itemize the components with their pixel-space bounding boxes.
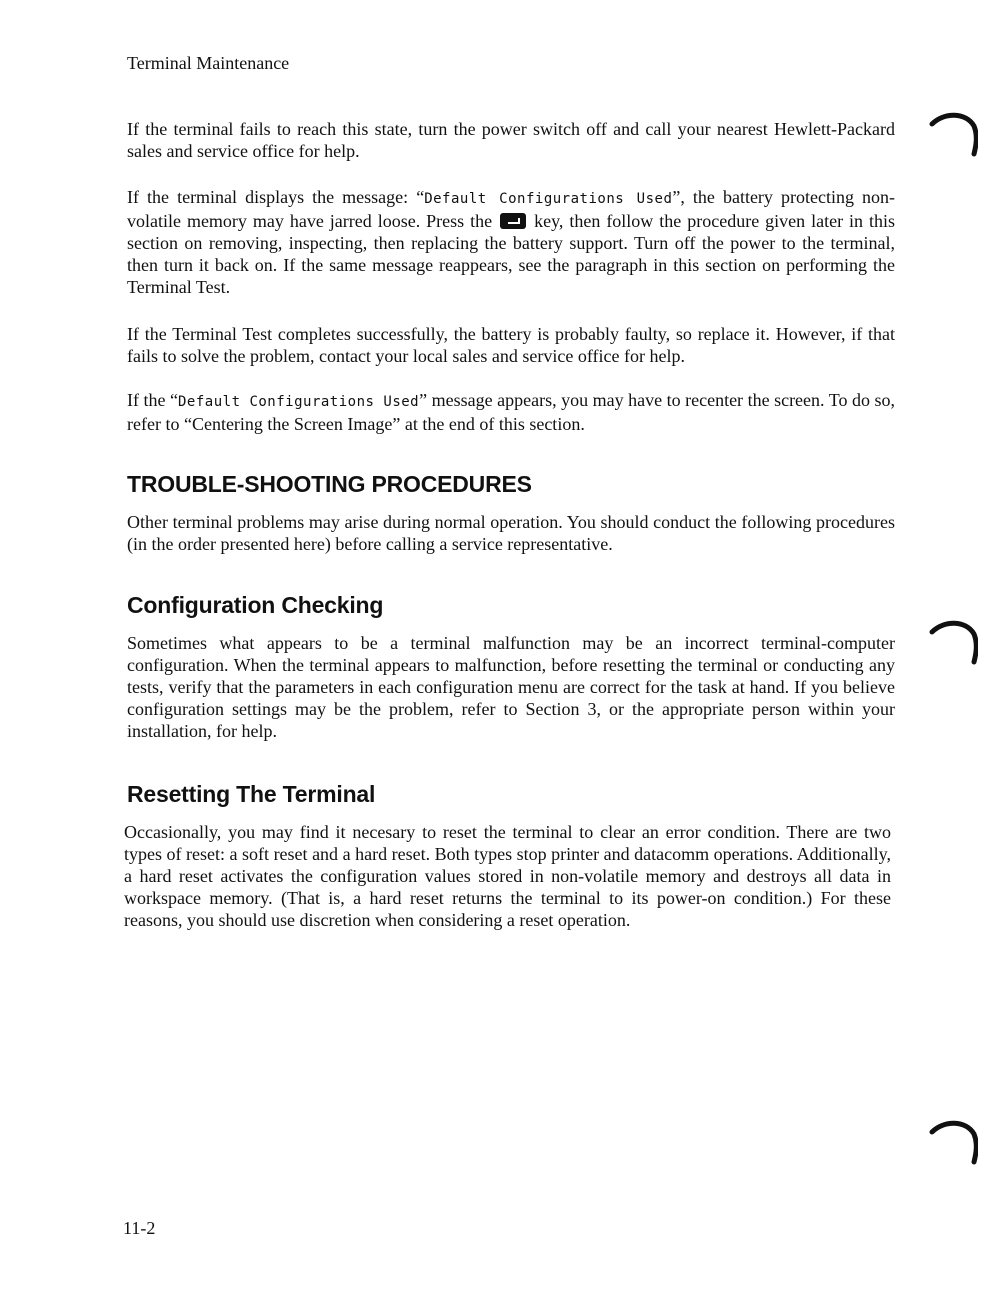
heading-troubleshooting: TROUBLE-SHOOTING PROCEDURES xyxy=(127,471,532,497)
running-header: Terminal Maintenance xyxy=(127,53,290,73)
binder-hole-mark xyxy=(928,106,978,162)
text: If the “ xyxy=(127,390,178,410)
text: key, then follow the procedure given later in this section on removing, inspecting, then replacing the battery support. Turn off the power to the terminal, then turn it back on. If the same message reappears, see the paragraph in this section on performing the Terminal Test. xyxy=(127,211,896,297)
text: ”, the battery protecting non-volatile memory may have jarred loose. Press the xyxy=(127,187,895,231)
message-text: Default Configurations Used xyxy=(424,191,673,207)
binder-hole-mark xyxy=(928,614,978,670)
page-number: 11-2 xyxy=(123,1218,156,1238)
paragraph-troubleshooting: Other terminal problems may arise during normal operation. You should conduct the following procedures (in the order presented here) before calling a service representative. xyxy=(127,512,895,554)
text: ” message appears, you may have to recenter the screen. To do so, refer to “Centering the Screen Image” at the end of this section. xyxy=(127,390,895,434)
heading-configuration-checking: Configuration Checking xyxy=(127,592,384,618)
binder-hole-mark xyxy=(928,1114,978,1170)
paragraph-power-failure: If the terminal fails to reach this state, turn the power switch off and call your nearest Hewlett-Packard sales and service office for help. xyxy=(127,119,895,161)
paragraph-default-config xyxy=(127,186,895,298)
return-key-icon xyxy=(500,213,526,229)
text: If the terminal displays the message: “ xyxy=(127,187,425,207)
message-text: Default Configurations Used xyxy=(178,394,420,410)
paragraph-recenter xyxy=(127,389,895,435)
paragraph-reset: Occasionally, you may find it necesary to reset the terminal to clear an error condition. There are two types of reset: a soft reset and a hard reset. Both types stop printer and datacomm operations. Additionally, a hard reset activates the configuration values stored in non-volatile memory and destroys all data in workspace memory. (That is, a hard reset returns the terminal to its power-on condition.) For these reasons, you should use discretion when considering a reset operation. xyxy=(124,822,891,930)
heading-resetting-terminal: Resetting The Terminal xyxy=(127,781,376,807)
paragraph-configuration: Sometimes what appears to be a terminal malfunction may be an incorrect terminal-computer configuration. When the terminal appears to malfunction, before resetting the terminal or conducting any tests, verify that the parameters in each configuration menu are correct for the task at hand. If you believe configuration settings may be the problem, refer to Section 3, or the appropriate person within your installation, for help. xyxy=(127,633,895,741)
paragraph-terminal-test: If the Terminal Test completes successfully, the battery is probably faulty, so replace it. However, if that fails to solve the problem, contact your local sales and service office for help. xyxy=(127,324,895,366)
